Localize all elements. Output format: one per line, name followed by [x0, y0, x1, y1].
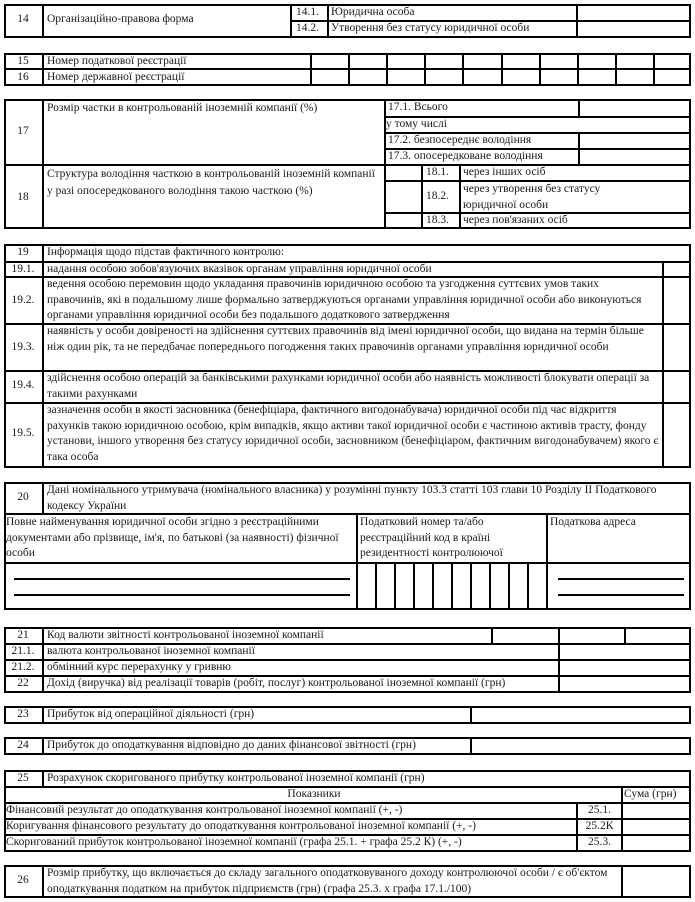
pretax-profit-input[interactable] — [472, 739, 689, 753]
item-19-4-checkbox[interactable] — [664, 372, 689, 401]
row-25-1-label: Фінансовий результат до оподаткування контрольованої іноземної компанії (+, -) — [6, 804, 403, 816]
row-25-2-code: 25.2К — [585, 820, 614, 832]
section-15-label: Номер податкової реєстрації — [47, 55, 187, 67]
item-18-2-number: 18.2. — [426, 190, 449, 202]
section-24-label: Прибуток до оподаткування відповідно до даних фінансової звітності (грн) — [47, 739, 416, 751]
item-19-3-label: наявність у особи довіреності на здійснення суттєвих правочинів від імені юридичної особи, що видана на термін більше ніж один рік, та не передбачає попереднього погодження таких правочинів органами управління юридичної особи — [47, 325, 644, 353]
item-19-4-label: здійснення особою операцій за банківськими рахунками юридичної особи або наявність можливості блокувати операції за такими рахунками — [47, 372, 650, 400]
tax-registration-digit-cell[interactable] — [348, 53, 386, 69]
col-sum-header: Сума (грн) — [624, 788, 677, 800]
item-18-3-number: 18.3. — [426, 214, 449, 226]
section-17-number: 17 — [17, 125, 29, 137]
col-nominee-tax-number-header: Податковий номер та/або реєстраційний код в країні резидентності контролюючої — [360, 516, 503, 559]
exchange-rate-input[interactable] — [560, 661, 689, 674]
section-26-number: 26 — [17, 874, 29, 886]
currency-code-input[interactable] — [493, 629, 690, 642]
item-19-2-checkbox[interactable] — [664, 278, 689, 322]
revenue-input[interactable] — [560, 677, 689, 691]
item-18-1-label: через інших осіб — [463, 166, 546, 178]
item-21-1-number: 21.1. — [11, 645, 35, 657]
nominee-tax-number-digit-cell[interactable] — [375, 562, 394, 610]
nominee-tax-number-digit-cell[interactable] — [356, 562, 375, 610]
operating-profit-input[interactable] — [472, 708, 689, 722]
item-19-3-number: 19.3. — [11, 341, 35, 353]
state-registration-digit-cell[interactable] — [310, 69, 348, 85]
item-19-5-label: зазначення особи в якості засновника (бенефіціара, фактичного вигодонабувача) юридичної особи під час відкриття рахунків такою юридичною особою, крім випадків, якщо активи такої юридичної особи є частиною активів трасту, фонду установи, іншого утворення без статусу юридичної особи, засновником (бенефіціаром, фактичним вигодонабувачем) якого є така особа — [47, 404, 659, 463]
direct-ownership-label: 17.2. безпосереднє володіння — [388, 134, 532, 146]
indirect-ownership-label: 17.3. опосередковане володіння — [388, 150, 543, 162]
direct-ownership-input[interactable] — [580, 134, 689, 147]
option-14-2-checkbox[interactable] — [578, 22, 689, 36]
section-16-number: 16 — [17, 71, 29, 83]
section-20-label: Дані номінального утримувача (номінального власника) у розумінні пункту 103.3 статті 103 глави 10 Розділу II Податкового кодексу України — [47, 484, 657, 512]
item-21-2-number: 21.2. — [11, 661, 35, 673]
section-22-number: 22 — [17, 677, 29, 689]
tax-registration-digit-cell[interactable] — [386, 53, 424, 69]
item-21-1-label: валюта контрольованої іноземної компанії — [47, 645, 255, 657]
tax-registration-digit-cell[interactable] — [653, 53, 691, 69]
item-19-2-number: 19.2. — [11, 294, 35, 306]
state-registration-digit-cell[interactable] — [462, 69, 500, 85]
item-19-1-label: надання особою зобов'язуючих вказівок органам управління юридичної особи — [47, 263, 432, 275]
section-25-number: 25 — [17, 772, 29, 784]
item-18-3-label: через пов'язаних осіб — [463, 214, 568, 226]
section-20-number: 20 — [17, 491, 29, 503]
item-19-2-label: ведення особою перемовин щодо укладання правочинів юридичною особою та узгодження суттєвих умов таких правочинів, які в подальшому лише формально затверджуються органами управління юридичної особи або виконуються органами управління юридичної особи без подальшого додаткового затвердження — [47, 278, 642, 321]
section-22-label: Дохід (виручка) від реалізації товарів (робіт, послуг) контрольованої іноземної компанії (грн) — [47, 677, 506, 689]
nominee-tax-number-digit-cell[interactable] — [470, 562, 489, 610]
section-16-label: Номер державної реєстрації — [47, 71, 185, 83]
state-registration-digit-cell[interactable] — [501, 69, 539, 85]
nominee-name-line-1[interactable] — [14, 578, 350, 580]
option-14-2-number: 14.2. — [296, 22, 319, 34]
via-related-input[interactable] — [386, 214, 420, 227]
nominee-tax-number-digit-cell[interactable] — [394, 562, 413, 610]
col-nominee-name-header: Повне найменування юридичної особи згідно з реєстраційними документами або прізвище, ім'я, по батькові (за наявності) фізичної особи — [6, 516, 339, 559]
item-19-4-number: 19.4. — [11, 379, 35, 391]
tax-registration-digit-cell[interactable] — [539, 53, 577, 69]
item-19-1-number: 19.1. — [11, 263, 35, 275]
section-23-number: 23 — [17, 708, 29, 720]
section-14-number: 14 — [17, 13, 29, 25]
section-24-number: 24 — [17, 739, 29, 751]
nominee-address-line-1[interactable] — [558, 578, 684, 580]
row-25-2-label: Коригування фінансового результату до оподаткування контрольованої іноземної компанії (+, -) — [6, 820, 476, 832]
tax-registration-digit-cell[interactable] — [424, 53, 462, 69]
row-25-1-code: 25.1. — [588, 804, 611, 816]
currency-input[interactable] — [560, 645, 689, 658]
tax-registration-digit-cell[interactable] — [615, 53, 653, 69]
section-19-number: 19 — [17, 246, 29, 258]
nominee-tax-number-digit-cell[interactable] — [527, 562, 546, 610]
state-registration-digit-cell[interactable] — [653, 69, 691, 85]
row-25-2-sum-input[interactable] — [623, 820, 689, 833]
nominee-name-line-2[interactable] — [14, 594, 350, 596]
indirect-ownership-input[interactable] — [580, 150, 689, 163]
section-19-label: Інформація щодо підстав фактичного контролю: — [47, 246, 285, 258]
via-others-input[interactable] — [386, 166, 420, 179]
item-19-5-number: 19.5. — [11, 427, 35, 439]
state-registration-digit-cell[interactable] — [539, 69, 577, 85]
item-19-5-checkbox[interactable] — [664, 404, 689, 466]
tax-registration-digit-cell[interactable] — [501, 53, 539, 69]
taxable-profit-input[interactable] — [623, 867, 689, 896]
item-21-2-label: обмінний курс перерахунку у гривню — [47, 661, 232, 673]
nominee-tax-number-digit-cell[interactable] — [489, 562, 508, 610]
section-26-label: Розмір прибутку, що включається до складу загального оподатковуваного доходу контролюючої особи / є об'єктом оподаткування податком на прибуток підприємств (грн) (графа 25.3. х графа 17.1./100) — [47, 867, 608, 895]
including-label: у тому числі — [386, 118, 447, 130]
section-15-number: 15 — [17, 55, 29, 67]
section-18-label: Структура володіння часткою в контрольованій іноземній компанії у разі опосередкованого володіння такою часткою (%) — [47, 168, 375, 197]
via-no-status-input[interactable] — [386, 182, 420, 211]
section-21-number: 21 — [17, 629, 29, 641]
option-14-1-number: 14.1. — [296, 6, 319, 18]
tax-registration-digit-cell[interactable] — [462, 53, 500, 69]
state-registration-digit-cell[interactable] — [424, 69, 462, 85]
state-registration-digit-cell[interactable] — [615, 69, 653, 85]
item-18-2-label: через утворення без статусу юридичної особи — [463, 183, 601, 211]
row-25-1-sum-input[interactable] — [623, 804, 689, 817]
section-21-label: Код валюти звітності контрольованої іноземної компанії — [47, 629, 324, 641]
nominee-address-line-2[interactable] — [558, 594, 684, 596]
col-nominee-address-header: Податкова адреса — [550, 516, 636, 528]
section-17-label: Розмір частки в контрольованій іноземній компанії (%) — [47, 102, 318, 114]
option-14-2-label: Утворення без статусу юридичної особи — [331, 22, 530, 34]
state-registration-digit-cell[interactable] — [348, 69, 386, 85]
row-25-3-code: 25.3. — [588, 836, 611, 848]
nominee-tax-number-digit-cell[interactable] — [432, 562, 451, 610]
state-registration-digit-cell[interactable] — [577, 69, 615, 85]
section-18-number: 18 — [17, 191, 29, 203]
row-25-3-label: Скоригований прибуток контрольованої іноземної компанії (графа 25.1. + графа 25.2 К) (+, -) — [6, 836, 462, 848]
total-share-input[interactable] — [580, 100, 689, 115]
section-23-label: Прибуток від операційної діяльності (грн) — [47, 708, 255, 720]
state-registration-digit-cell[interactable] — [386, 69, 424, 85]
nominee-tax-number-digit-cell[interactable] — [413, 562, 432, 610]
tax-registration-digit-cell[interactable] — [310, 53, 348, 69]
section-25-label: Розрахунок скоригованого прибутку контрольованої іноземної компанії (грн) — [47, 772, 425, 784]
item-19-3-checkbox[interactable] — [664, 325, 689, 369]
col-indicators-header: Показники — [287, 788, 341, 800]
row-25-3-sum-input[interactable] — [623, 836, 689, 850]
option-14-1-label: Юридична особа — [331, 6, 415, 18]
item-18-1-number: 18.1. — [426, 166, 449, 178]
nominee-tax-number-digit-cell[interactable] — [508, 562, 527, 610]
section-14-label: Організаційно-правова форма — [47, 13, 194, 25]
total-share-label: 17.1. Всього — [388, 101, 448, 113]
tax-registration-digit-cell[interactable] — [577, 53, 615, 69]
nominee-tax-number-digit-cell[interactable] — [451, 562, 470, 610]
option-14-1-checkbox[interactable] — [578, 6, 689, 20]
item-19-1-checkbox[interactable] — [664, 263, 689, 275]
